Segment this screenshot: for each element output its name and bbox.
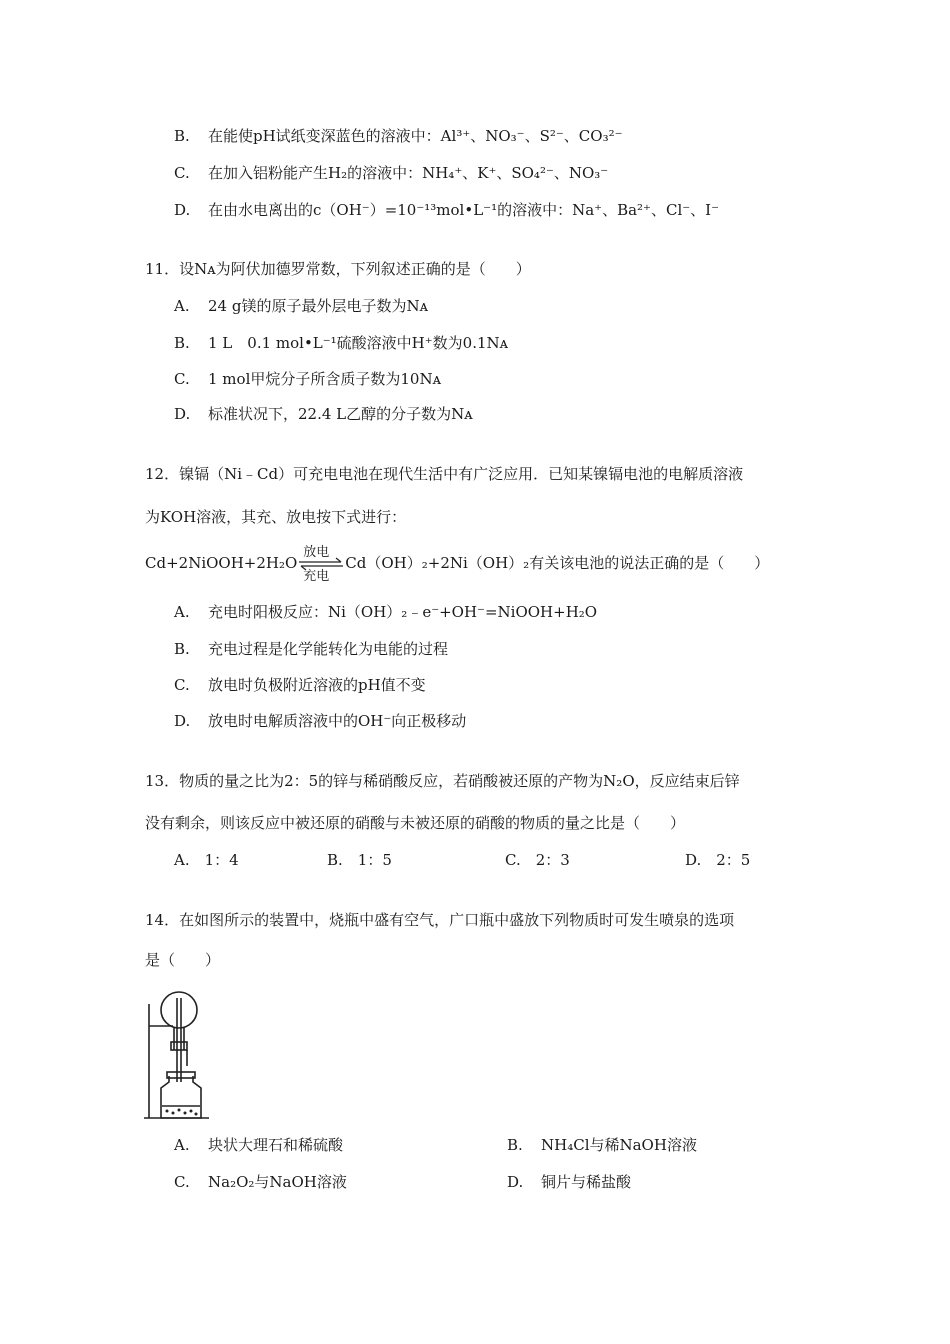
- option-text: 充电过程是化学能转化为电能的过程: [208, 640, 449, 658]
- option-letter: D.: [507, 1173, 524, 1191]
- option-text: 在能使pH试纸变深蓝色的溶液中：Al³⁺、NO₃⁻、S²⁻、CO₃²⁻: [208, 127, 623, 145]
- option-letter: A.: [174, 1136, 190, 1154]
- q12-option-a: [174, 602, 597, 622]
- option-letter: C.: [174, 164, 190, 182]
- option-text: 1 L 0.1 mol•L⁻¹硫酸溶液中H⁺数为0.1Nᴀ: [208, 334, 509, 352]
- q12-option-d: [174, 711, 466, 731]
- option-letter: D.: [174, 201, 191, 219]
- option-letter: A.: [174, 297, 190, 315]
- q14-option-c: [174, 1172, 347, 1192]
- option-letter: C.: [174, 1173, 190, 1191]
- option-text: 在由水电离出的c（OH⁻）=10⁻¹³mol•L⁻¹的溶液中：Na⁺、Ba²⁺、Cl⁻、I⁻: [208, 201, 720, 219]
- arrow-label-discharge: 放电: [303, 545, 330, 560]
- option-text: 在加入铝粉能产生H₂的溶液中：NH₄⁺、K⁺、SO₄²⁻、NO₃⁻: [208, 164, 609, 182]
- q13-option-d: D. 2：5: [685, 851, 751, 869]
- reversible-arrow: [297, 545, 345, 584]
- option-letter: D.: [174, 405, 191, 423]
- q14-option-d: [507, 1172, 631, 1192]
- q11-option-a: [174, 296, 428, 316]
- option-text: NH₄Cl与稀NaOH溶液: [541, 1136, 697, 1154]
- option-text: 1 mol甲烷分子所含质子数为10Nᴀ: [208, 370, 442, 388]
- q14-stem-line1: 14．在如图所示的装置中，烧瓶中盛有空气，广口瓶中盛放下列物质时可发生喷泉的选项: [145, 911, 735, 929]
- option-letter: B.: [174, 334, 190, 352]
- option-text: 24 g镁的原子最外层电子数为Nᴀ: [208, 297, 429, 315]
- q11-option-b: [174, 333, 508, 353]
- q14-option-a: [174, 1135, 343, 1155]
- option-letter: B.: [507, 1136, 523, 1154]
- q10-option-b: [174, 126, 623, 146]
- q12-stem-line1: 12．镍镉（Ni﹣Cd）可充电电池在现代生活中有广泛应用．已知某镍镉电池的电解质溶液: [145, 465, 744, 483]
- option-text: 标准状况下，22.4 L乙醇的分子数为Nᴀ: [208, 405, 473, 423]
- q14-option-b: [507, 1135, 697, 1155]
- option-text: 铜片与稀盐酸: [541, 1173, 632, 1191]
- option-letter: D.: [174, 712, 191, 730]
- option-text: 放电时电解质溶液中的OH⁻向正极移动: [208, 712, 467, 730]
- q13-stem-line2: 没有剩余，则该反应中被还原的硝酸与未被还原的硝酸的物质的量之比是（ ）: [145, 814, 686, 832]
- option-text: 块状大理石和稀硫酸: [208, 1136, 344, 1154]
- q11-option-d: [174, 404, 473, 424]
- q11-option-c: [174, 369, 441, 389]
- option-letter: C.: [174, 676, 190, 694]
- equation-left: Cd+2NiOOH+2H₂O: [145, 554, 298, 572]
- q12-stem-line2: 为KOH溶液，其充、放电按下式进行：: [145, 508, 407, 526]
- fountain-apparatus-diagram: [143, 990, 213, 1122]
- q13-option-a: A. 1：4: [174, 851, 239, 869]
- option-letter: A.: [174, 603, 190, 621]
- q14-stem-line2: 是（ ）: [145, 951, 221, 969]
- q13-option-b: B. 1：5: [327, 851, 392, 869]
- q12-equation: [145, 545, 770, 584]
- q12-option-b: [174, 639, 448, 659]
- option-letter: C.: [174, 370, 190, 388]
- option-text: 放电时负极附近溶液的pH值不变: [208, 676, 426, 694]
- option-text: 充电时阳极反应：Ni（OH）₂﹣e⁻+OH⁻=NiOOH+H₂O: [208, 603, 598, 621]
- option-letter: B.: [174, 640, 190, 658]
- q13-option-c: C. 2：3: [505, 851, 570, 869]
- option-letter: B.: [174, 127, 190, 145]
- q12-option-c: [174, 675, 426, 695]
- option-text: Na₂O₂与NaOH溶液: [208, 1173, 347, 1191]
- arrow-label-charge: 充电: [303, 569, 330, 584]
- q10-option-c: [174, 163, 608, 183]
- q11-stem: 11．设Nᴀ为阿伏加德罗常数，下列叙述正确的是（ ）: [145, 260, 531, 278]
- q13-stem-line1: 13．物质的量之比为2：5的锌与稀硝酸反应，若硝酸被还原的产物为N₂O，反应结束后锌: [145, 772, 740, 790]
- q10-option-d: [174, 200, 719, 220]
- equation-right: Cd（OH）₂+2Ni（OH）₂有关该电池的说法正确的是（ ）: [345, 554, 770, 572]
